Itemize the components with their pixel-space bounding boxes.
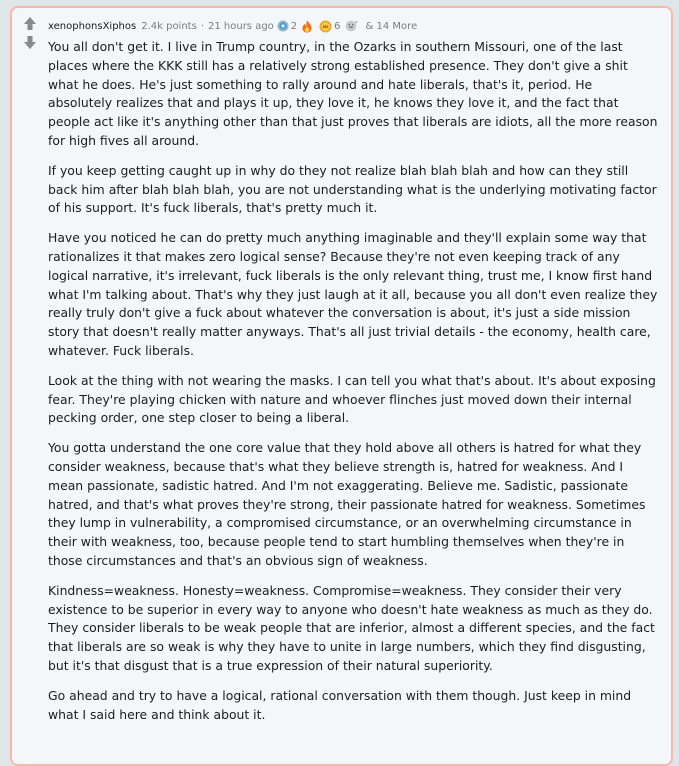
gold-award-icon (319, 20, 332, 33)
comment-body (48, 38, 658, 724)
comment-meta (48, 18, 658, 34)
upvote-icon[interactable] (23, 16, 37, 32)
vote-column (23, 16, 37, 50)
separator: · (200, 20, 204, 32)
downvote-icon[interactable] (23, 34, 37, 50)
comment-paragraph: Go ahead and try to have a logical, rational conversation with them though. Just keep in mind what I said here and think about it. (48, 687, 632, 722)
comment-content (48, 18, 658, 735)
award-fire[interactable] (301, 20, 315, 33)
fire-award-icon (301, 20, 313, 33)
laugh-award-icon (345, 20, 358, 32)
comment-paragraph: You gotta understand the one core value that they hold above all others is hatred for what they consider weakness, because that's what they believe strength is, hatred for weakness. And I mean passionate, sadistic hatred. And I'm not exaggerating. Believe me. Sadistic, passionate hatred, and that's what proves they're strong, their passionate hatred for weakness. Sometimes they lump in vulnerability, a compromised circumstance, or an overwhelming circumstance in their with weakness, too, because people tend to start humbling themselves when they're in those circumstances and that's an obvious sign of weakness. (48, 440, 646, 568)
award-count: 2 (290, 20, 298, 32)
award-silver[interactable] (277, 20, 297, 32)
comment-paragraph: If you keep getting caught up in why do they not realize blah blah blah and how can they still back him after blah blah blah, you are not understanding what is the underlying motivating factor of his support. It's fuck liberals, that's pretty much it. (48, 162, 657, 216)
comment-paragraph: Kindness=weakness. Honesty=weakness. Compromise=weakness. They consider their very existence to be superior in every way to anyone who doesn't hate weakness as much as they do. They consider liberals to be weak people that are inferior, almost a different species, and the fact that liberals are so weak is why they have to unite in large numbers, which they find disgusting, but it's that disgust that is a true expression of their natural superiority. (48, 582, 655, 673)
more-awards-link[interactable]: & 14 More (365, 20, 418, 32)
comment-paragraph: You all don't get it. I live in Trump country, in the Ozarks in southern Missouri, one of the last places where the KKK still has a relatively strong established presence. They don't give a shit what he does. He's just something to rally around and hate liberals, that's it, period. He absolutely realizes that and plays it up, they love it, he knows they love it, and the fact that people act like it's anything other than that just proves that liberals are idiots, all the more reason for high fives all around. (48, 39, 658, 148)
comment-paragraph: Look at the thing with not wearing the masks. I can tell you what that's about. It's about exposing fear. They're playing chicken with nature and whoever flinches just moved down their internal pecking order, one step closer to being a liberal. (48, 372, 656, 426)
points: 2.4k points (141, 20, 197, 32)
award-count: 6 (334, 20, 341, 32)
award-gold[interactable] (319, 20, 340, 33)
comment-card (10, 6, 673, 766)
silver-award-icon (277, 20, 289, 32)
award-laugh[interactable] (345, 20, 360, 32)
comment-paragraph: Have you noticed he can do pretty much anything imaginable and they'll explain some way that rationalizes it that makes zero logical sense? Because they're not even keeping track of any logical narrative, it's irrelevant, fuck liberals is the only relevant thing, trust me, I know first hand what I'm talking about. That's why they just laugh at it all, because you all don't even realize they really truly don't give a fuck about whatever the conversation is about, it's just a side mission story that doesn't really matter anyways. That's all just trivial details - the economy, health care, whatever. Fuck liberals. (48, 230, 658, 358)
author-link[interactable]: xenophonsXiphos (48, 20, 137, 32)
timestamp[interactable]: 21 hours ago (208, 20, 274, 32)
